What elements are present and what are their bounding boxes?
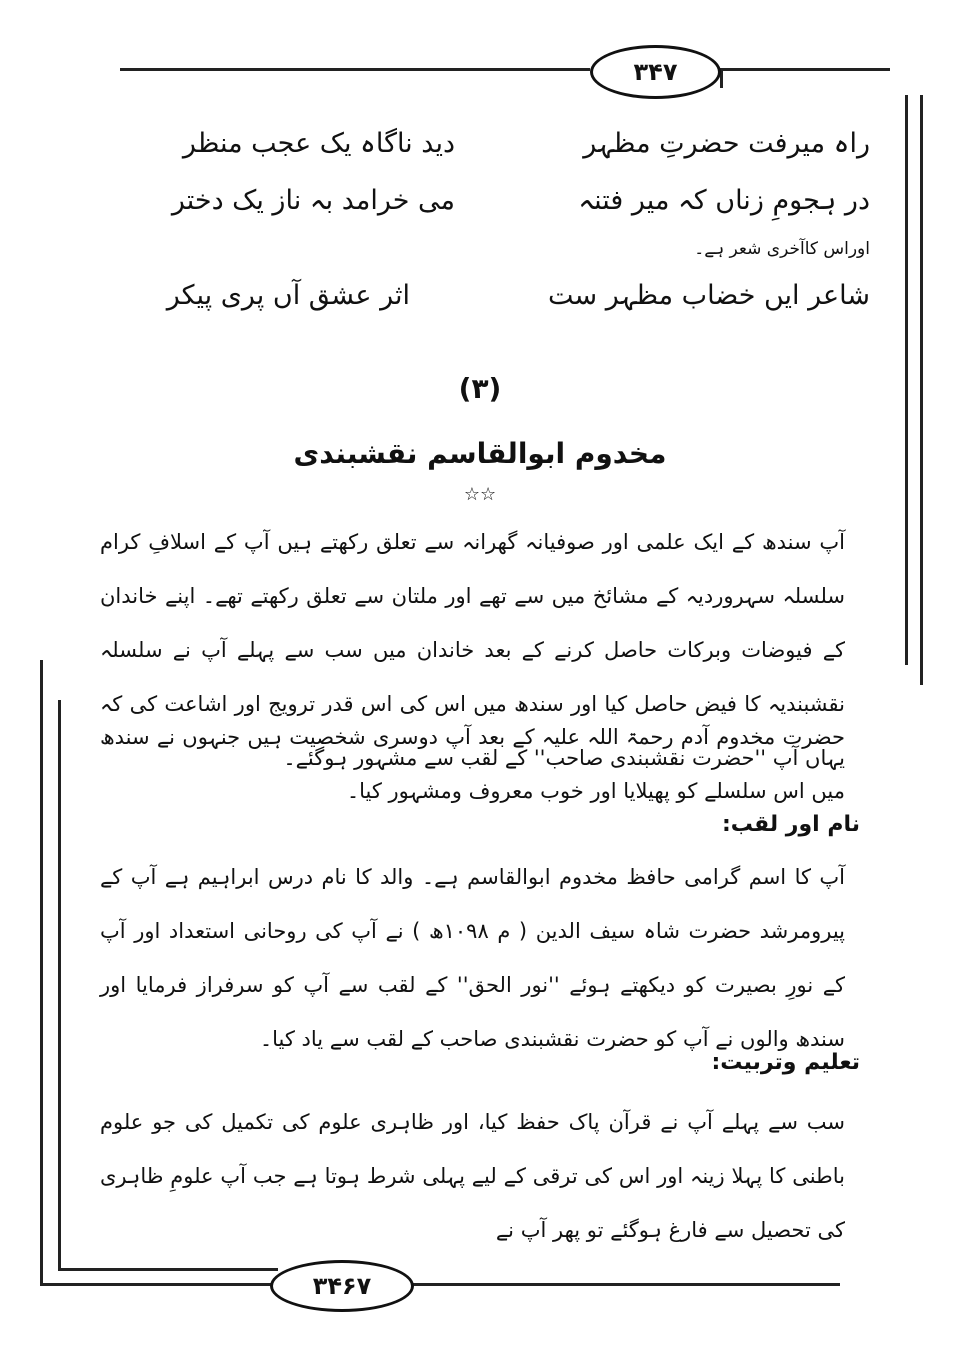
section-title: مخدوم ابوالقاسم نقشبندی — [293, 437, 667, 470]
frame-top-line — [120, 68, 590, 71]
frame-left-line-inner — [58, 700, 61, 1270]
heading-education: تعلیم وتربیت: — [711, 1050, 860, 1075]
verse-2-right: در ہجومِ زناں کہ میر فتنہ — [578, 185, 870, 216]
frame-bottom-line-right — [410, 1283, 840, 1286]
frame-bottom-line-inner — [58, 1268, 278, 1271]
page-number-top — [590, 45, 721, 99]
verse-2-left: می خرامد بہ ناز یک دختر — [171, 185, 455, 216]
page-number-top-text: ۳۴۷ — [633, 58, 678, 86]
stars-ornament: ☆☆ — [463, 484, 497, 505]
frame-top-line-right — [720, 68, 890, 71]
verse-1-right: راہ میرفت حضرتِ مظہر — [583, 128, 870, 159]
page-number-bottom — [270, 1260, 414, 1312]
verse-last-left: اثر عشق آں پری پیکر — [166, 280, 410, 311]
paragraph-2: حضرت مخدوم آدم رحمۃ اللہ علیہ کے بعد آپ دوسری شخصیت ہیں جنہوں نے سندھ میں اس سلسلے کو پھیلایا اور خوب معروف ومشہور کیا۔ — [100, 725, 846, 803]
page-number-bottom-text: ۳۴۶۷ — [312, 1272, 372, 1300]
heading-name-title: نام اور لقب: — [721, 812, 860, 837]
paragraph-3: آپ کا اسم گرامی حافظ مخدوم ابوالقاسم ہے۔ والد کا نام درس ابراہیم ہے آپ کے پیرومرشد حضرت شاہ سیف الدین ( م ۱۰۹۸ھ ) نے آپ کی روحانی استعداد اور آپ کے نورِ بصیرت کو دیکھتے ہوئے ''نور الحق'' کے لقب سے آپ کو سرفراز فرمایا اور سندھ والوں نے آپ کو حضرت نقشبندی صاحب کے لقب سے یاد کیا۔ — [100, 865, 845, 1051]
frame-bottom-line — [40, 1283, 275, 1286]
paragraph-4: سب سے پہلے آپ نے قرآن پاک حفظ کیا، اور ظاہری علوم کی تکمیل کی جو علوم باطنی کا پہلا زینہ اور اس کی ترقی کے لیے پہلی شرط ہوتا ہے جب آپ علومِ ظاہری کی تحصیل سے فارغ ہوگئے تو پھر آپ نے — [100, 1110, 845, 1242]
paragraph-1: آپ سندھ کے ایک علمی اور صوفیانہ گھرانہ سے تعلق رکھتے ہیں آپ کے اسلافِ کرام سلسلہ سہروردیہ کے مشائخ میں سے تھے اور ملتان سے تعلق رکھتے تھے۔ اپنے خاندان کے فیوضات وبرکات حاصل کرنے کے بعد خاندان میں سب سے پہلے آپ نے سلسلہ نقشبندیہ کا فیض حاصل کیا اور سندھ میں اس کی اس قدر ترویج اور اشاعت کی کہ یہاں آپ ''حضرت نقشبندی صاحب'' کے لقب سے مشہور ہوگئے۔ — [100, 530, 845, 770]
frame-left-line-outer — [40, 660, 43, 1285]
section-number: (۳) — [458, 372, 502, 405]
verse-last-right: شاعر ایں خضاب مظہر ست — [548, 280, 870, 311]
intro-last-verse: اوراس کاآخری شعر ہے۔ — [694, 239, 870, 259]
verse-1-left: دید ناگاہ یک عجب منظر — [182, 128, 455, 159]
